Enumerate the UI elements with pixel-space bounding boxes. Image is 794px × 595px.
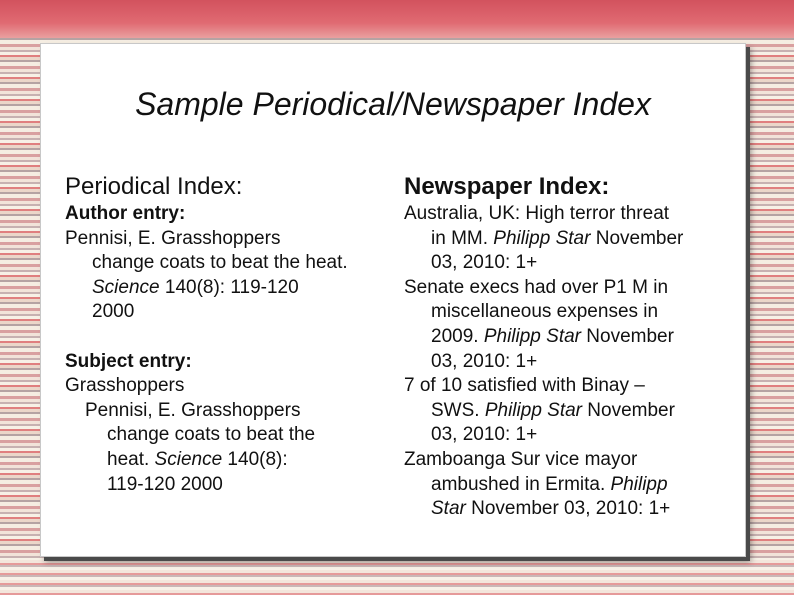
- slide-title: Sample Periodical/Newspaper Index: [135, 86, 651, 122]
- subject-entry-line: Pennisi, E. Grasshoppers: [85, 399, 301, 421]
- newspaper-title: Philipp Star: [483, 325, 581, 347]
- citation-text: SWS.: [431, 399, 485, 421]
- author-entry-line: 2000: [92, 301, 135, 323]
- subject-entry-line: change coats to beat the: [107, 424, 316, 446]
- author-entry-label: Author entry:: [65, 203, 186, 224]
- citation-detail: 140(8): 119-120: [159, 276, 299, 298]
- journal-title: Science: [154, 448, 223, 470]
- citation-text: November: [590, 227, 684, 249]
- periodical-index-column: [65, 172, 395, 497]
- decorative-top-band: [0, 0, 794, 38]
- newspaper-entry-line: miscellaneous expenses in: [431, 301, 659, 323]
- citation-text: heat.: [107, 448, 155, 470]
- newspaper-entry-line: [404, 227, 739, 252]
- newspaper-entry-line: Zamboanga Sur vice mayor: [404, 448, 638, 470]
- citation-text: ambushed in Ermita.: [431, 473, 611, 495]
- newspaper-entry-line: 03, 2010: 1+: [431, 424, 538, 446]
- newspaper-title: Star: [431, 498, 466, 520]
- journal-title: Science: [92, 276, 160, 298]
- citation-detail: 140(8):: [222, 448, 288, 470]
- newspaper-title: Philipp Star: [493, 227, 591, 249]
- subject-entry-line: 119-120 2000: [107, 473, 223, 495]
- subject-heading: Grasshoppers: [65, 375, 185, 397]
- newspaper-entry-line: [404, 473, 739, 498]
- subject-entry-label: Subject entry:: [65, 350, 192, 372]
- newspaper-entry-line: 03, 2010: 1+: [431, 350, 538, 372]
- newspaper-title: Philipp Star: [484, 399, 583, 421]
- periodical-index-heading: Periodical Index:: [65, 173, 243, 200]
- newspaper-entry-line: Senate execs had over P1 M in: [404, 276, 669, 298]
- newspaper-entry-line: Australia, UK: High terror threat: [404, 203, 670, 224]
- subject-entry-line: [65, 448, 395, 473]
- newspaper-entry-line: [404, 325, 739, 350]
- decorative-bottom-band: [0, 560, 794, 595]
- newspaper-entry-line: 03, 2010: 1+: [431, 252, 538, 274]
- author-entry-line: Pennisi, E. Grasshoppers: [65, 227, 281, 249]
- spacer: [65, 325, 395, 350]
- newspaper-entry-line: [404, 399, 739, 424]
- newspaper-index-column: [404, 172, 739, 522]
- author-entry-line: [65, 276, 395, 301]
- newspaper-entry-line: [404, 497, 739, 522]
- citation-text: in MM.: [431, 227, 494, 249]
- newspaper-index-heading: Newspaper Index:: [404, 173, 610, 200]
- citation-text: 2009.: [431, 325, 484, 347]
- citation-text: November: [581, 325, 674, 347]
- citation-text: November 03, 2010: 1+: [465, 498, 671, 520]
- newspaper-entry-line: 7 of 10 satisfied with Binay –: [404, 375, 645, 397]
- newspaper-title: Philipp: [610, 473, 668, 495]
- citation-text: November: [582, 399, 675, 421]
- author-entry-line: change coats to beat the heat.: [92, 252, 348, 274]
- slide: [40, 43, 746, 557]
